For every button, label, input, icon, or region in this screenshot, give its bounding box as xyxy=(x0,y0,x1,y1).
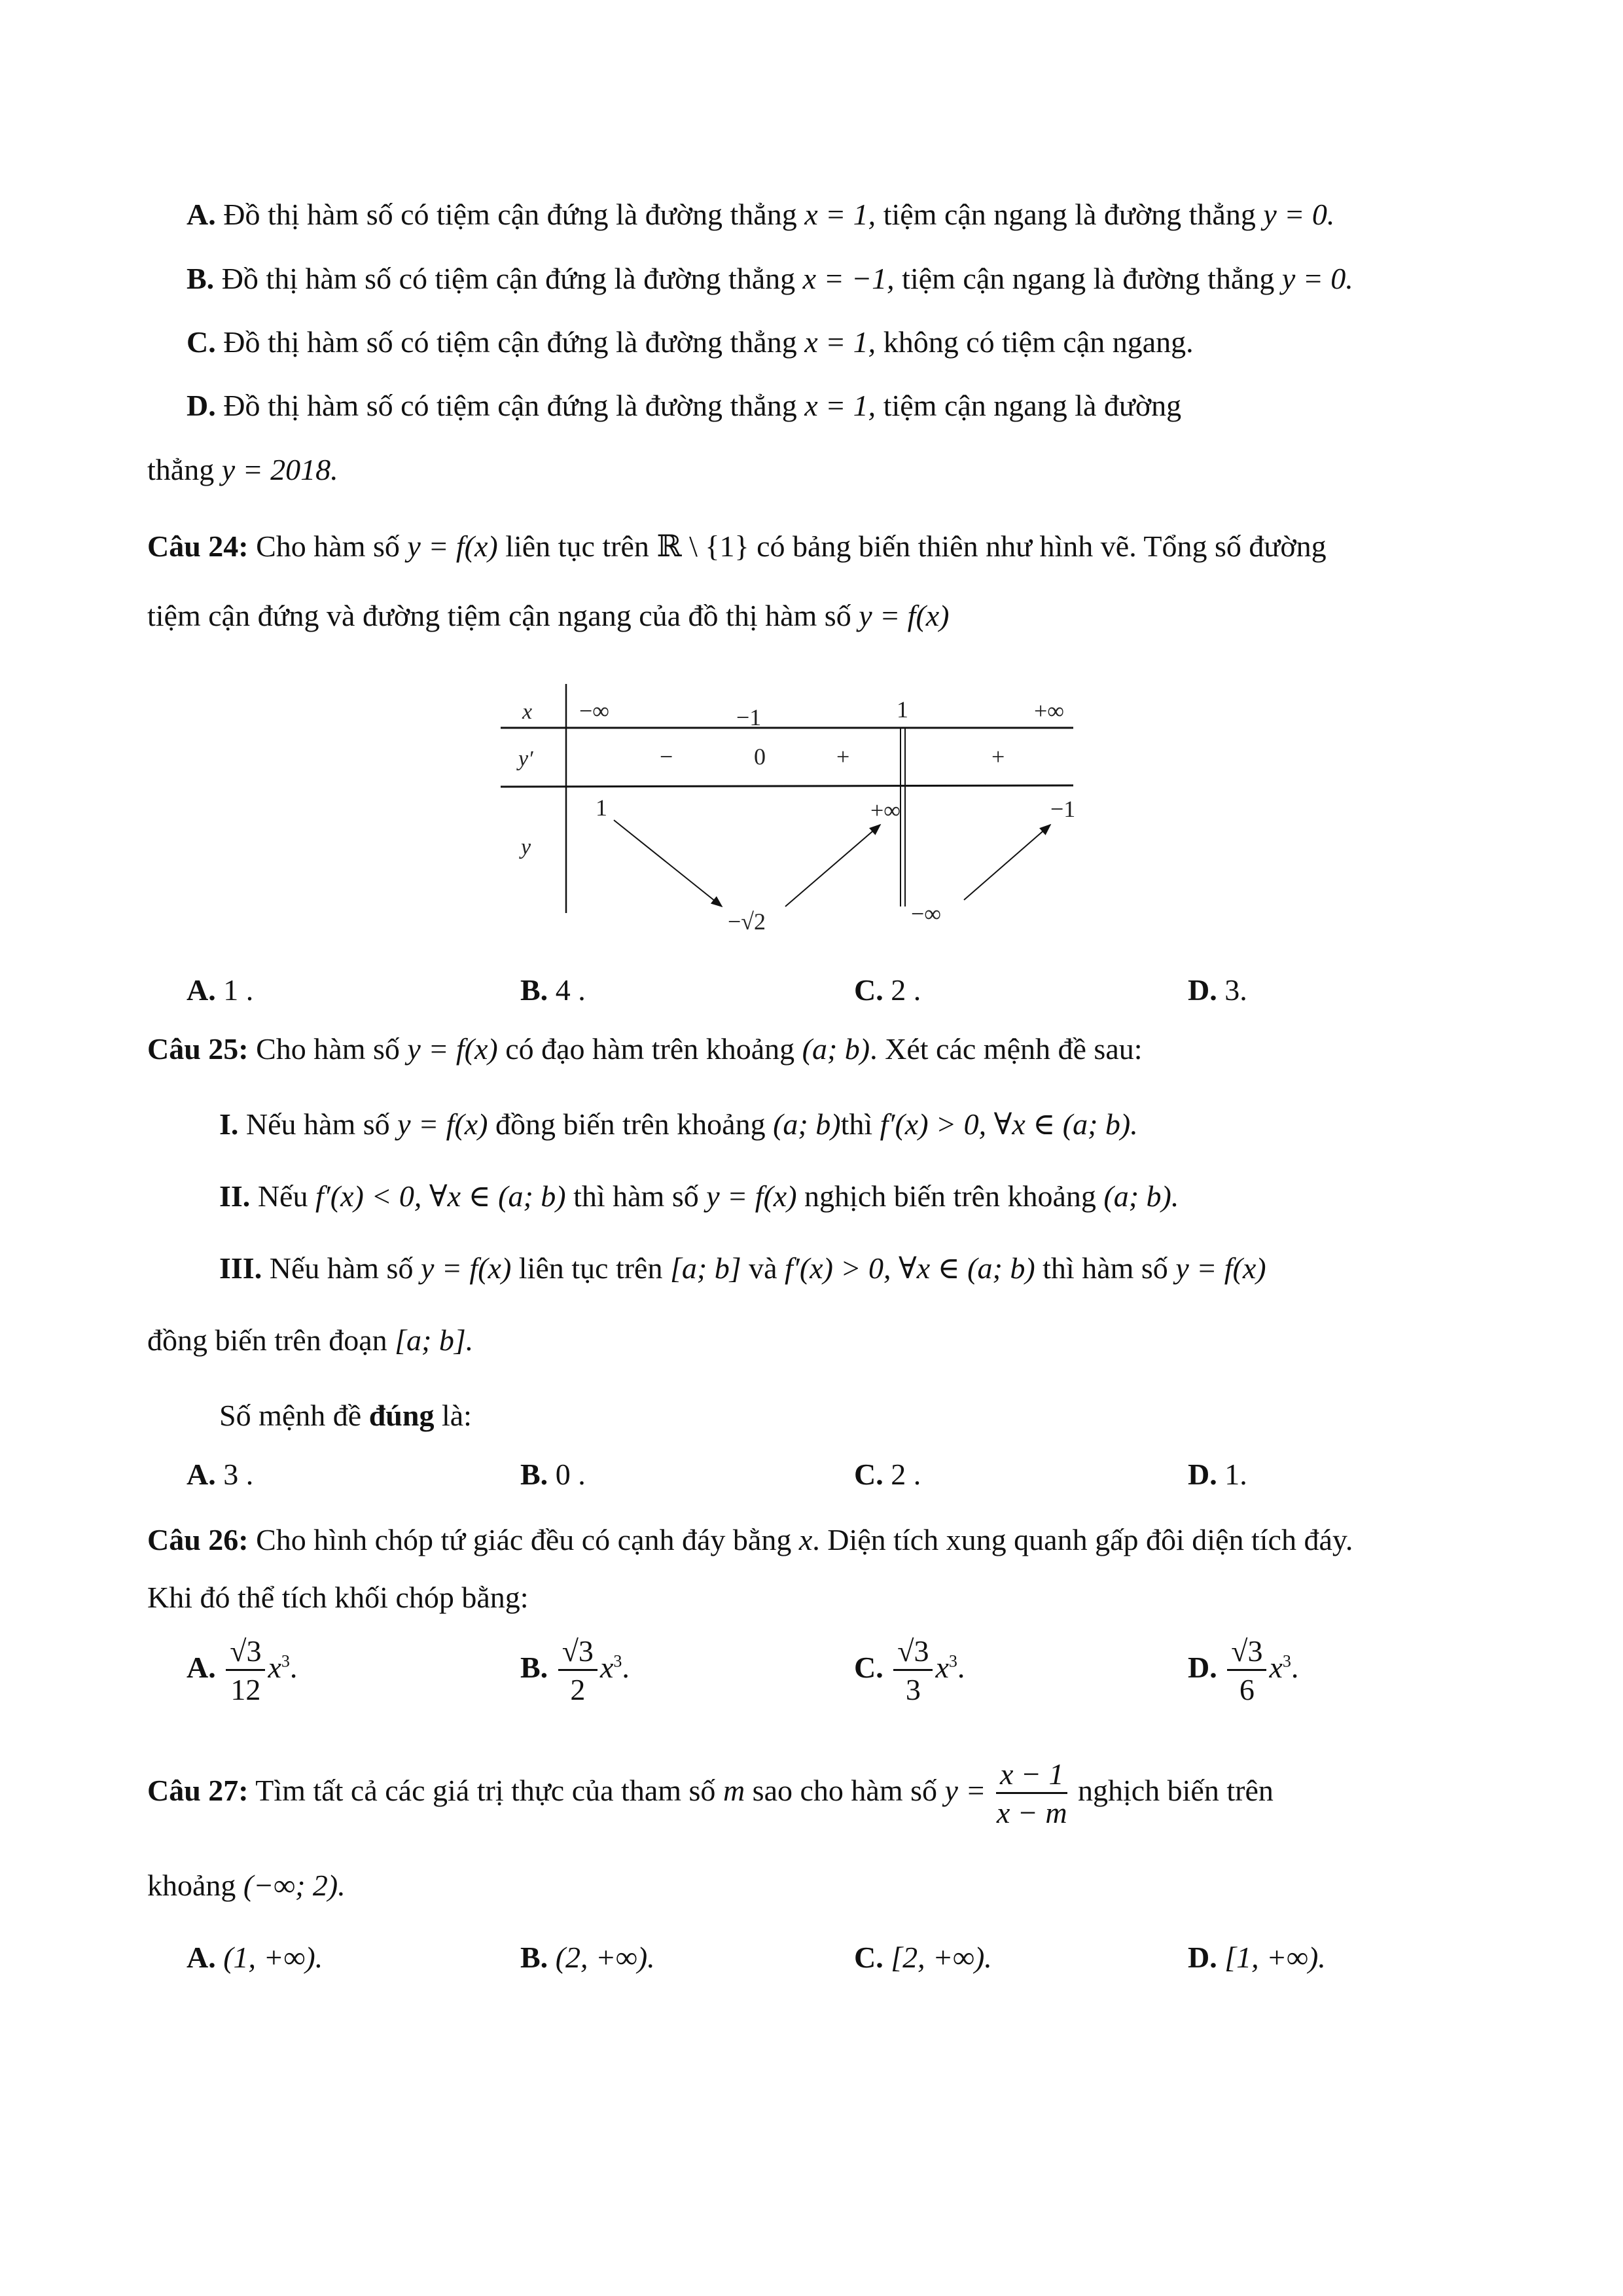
question-number: Câu 26: xyxy=(147,1523,249,1556)
q27-option-d[interactable]: D. [1, +∞). xyxy=(1188,1941,1326,1974)
q26-option-c[interactable]: C. $\frac{√3}{3}$ $x^3$. xyxy=(854,1634,965,1706)
y-prime-sign: + xyxy=(836,744,850,770)
q24-option-a[interactable]: A. 1 . xyxy=(187,973,254,1007)
q26-option-b[interactable]: B. $\frac{√3}{2}$ $x^3$. xyxy=(520,1634,630,1706)
table-hline-2 xyxy=(501,785,1073,787)
option-label: D. xyxy=(187,389,216,422)
option-label: C. xyxy=(187,325,216,359)
y-prime-sign: − xyxy=(660,744,673,770)
q23-option-b: B. Đồ thị hàm số có tiệm cận đứng là đường thẳng x = −1, tiệm cận ngang là đường thẳng y = 0. xyxy=(187,262,1353,295)
arrow-increasing xyxy=(964,825,1050,900)
x-value: −∞ xyxy=(579,698,609,724)
q23-option-d-continuation: thẳng y = 2018. xyxy=(147,453,338,486)
row-label-y: y xyxy=(521,835,531,859)
q26-stem-line2: Khi đó thể tích khối chóp bằng: xyxy=(147,1581,529,1614)
function-fraction: $\frac{x - 1}{x - m}$ xyxy=(996,1757,1067,1829)
q25-statement-1: I. Nếu hàm số y = f(x) đồng biến trên khoảng (a; b)thì f′(x) > 0, ∀x ∈ (a; b). xyxy=(219,1107,1138,1141)
q26-option-d[interactable]: D. $\frac{√3}{6}$ $x^3$. xyxy=(1188,1634,1299,1706)
fraction: $\frac{√3}{2}$ xyxy=(558,1636,597,1705)
q26-option-a[interactable]: A. $\frac{√3}{12}$ $x^3$. xyxy=(187,1634,298,1706)
q27-option-a[interactable]: A. (1, +∞). xyxy=(187,1941,323,1974)
q25-stem: Câu 25: Cho hàm số y = f(x) có đạo hàm trên khoảng (a; b). Xét các mệnh đề sau: xyxy=(147,1032,1143,1066)
q24-stem-line1: Câu 24: Cho hàm số y = f(x) liên tục trên ℝ \ {1} có bảng biến thiên như hình vẽ. Tổng số đường xyxy=(147,529,1327,563)
row-label-x: x xyxy=(522,700,533,724)
q25-statement-3: III. Nếu hàm số y = f(x) liên tục trên [a; b] và f′(x) > 0, ∀x ∈ (a; b) thì hàm số y = f(x) xyxy=(219,1251,1266,1285)
q25-statement-2: II. Nếu f′(x) < 0, ∀x ∈ (a; b) thì hàm số y = f(x) nghịch biến trên khoảng (a; b). xyxy=(219,1179,1179,1213)
question-number: Câu 27: xyxy=(147,1774,249,1808)
y-value: +∞ xyxy=(870,797,901,823)
row-label-y-prime: y′ xyxy=(518,747,533,771)
option-label: A. xyxy=(187,198,216,231)
arrow-increasing xyxy=(785,825,880,906)
q24-option-c[interactable]: C. 2 . xyxy=(854,973,921,1007)
y-value: −√2 xyxy=(728,908,766,935)
x-value: 1 xyxy=(897,696,908,723)
y-value: −∞ xyxy=(911,901,941,927)
q25-option-a[interactable]: A. 3 . xyxy=(187,1458,254,1491)
q24-stem-line2: tiệm cận đứng và đường tiệm cận ngang của đồ thị hàm số y = f(x) xyxy=(147,599,950,632)
q23-option-c: C. Đồ thị hàm số có tiệm cận đứng là đường thẳng x = 1, không có tiệm cận ngang. xyxy=(187,325,1194,359)
q24-option-b[interactable]: B. 4 . xyxy=(520,973,586,1007)
q27-stem-line2: khoảng (−∞; 2). xyxy=(147,1869,346,1902)
arrow-decreasing xyxy=(614,820,722,906)
y-prime-sign: 0 xyxy=(754,744,766,770)
q27-option-b[interactable]: B. (2, +∞). xyxy=(520,1941,655,1974)
variation-table xyxy=(497,681,1086,942)
y-value: 1 xyxy=(596,795,607,821)
question-number: Câu 24: xyxy=(147,529,249,563)
y-value: −1 xyxy=(1050,796,1076,822)
q27-option-c[interactable]: C. [2, +∞). xyxy=(854,1941,992,1974)
q23-option-a: A. Đồ thị hàm số có tiệm cận đứng là đường thẳng x = 1, tiệm cận ngang là đường thẳng y = 0. xyxy=(187,198,1335,231)
fraction: $\frac{√3}{3}$ xyxy=(893,1636,933,1705)
q25-statement-3-continuation: đồng biến trên đoạn [a; b]. xyxy=(147,1323,474,1357)
q25-option-b[interactable]: B. 0 . xyxy=(520,1458,586,1491)
q25-option-d[interactable]: D. 1. xyxy=(1188,1458,1247,1491)
q26-stem-line1: Câu 26: Cho hình chóp tứ giác đều có cạnh đáy bằng x. Diện tích xung quanh gấp đôi diện tích đáy. xyxy=(147,1523,1353,1556)
question-number: Câu 25: xyxy=(147,1032,249,1066)
q25-option-c[interactable]: C. 2 . xyxy=(854,1458,921,1491)
q23-option-d: D. Đồ thị hàm số có tiệm cận đứng là đường thẳng x = 1, tiệm cận ngang là đường xyxy=(187,389,1182,422)
q25-question: Số mệnh đề đúng là: xyxy=(219,1399,472,1432)
x-value: −1 xyxy=(736,704,762,730)
fraction: $\frac{√3}{6}$ xyxy=(1227,1636,1266,1705)
option-label: B. xyxy=(187,262,215,295)
fraction: $\frac{√3}{12}$ xyxy=(226,1636,265,1705)
q24-option-d[interactable]: D. 3. xyxy=(1188,973,1247,1007)
x-value: +∞ xyxy=(1034,698,1064,724)
y-prime-sign: + xyxy=(991,744,1005,770)
q27-stem-line1: Câu 27: Tìm tất cả các giá trị thực của tham số m sao cho hàm số y = $\frac{x - 1}{x - m}$ nghịch biến trên xyxy=(147,1757,1274,1829)
